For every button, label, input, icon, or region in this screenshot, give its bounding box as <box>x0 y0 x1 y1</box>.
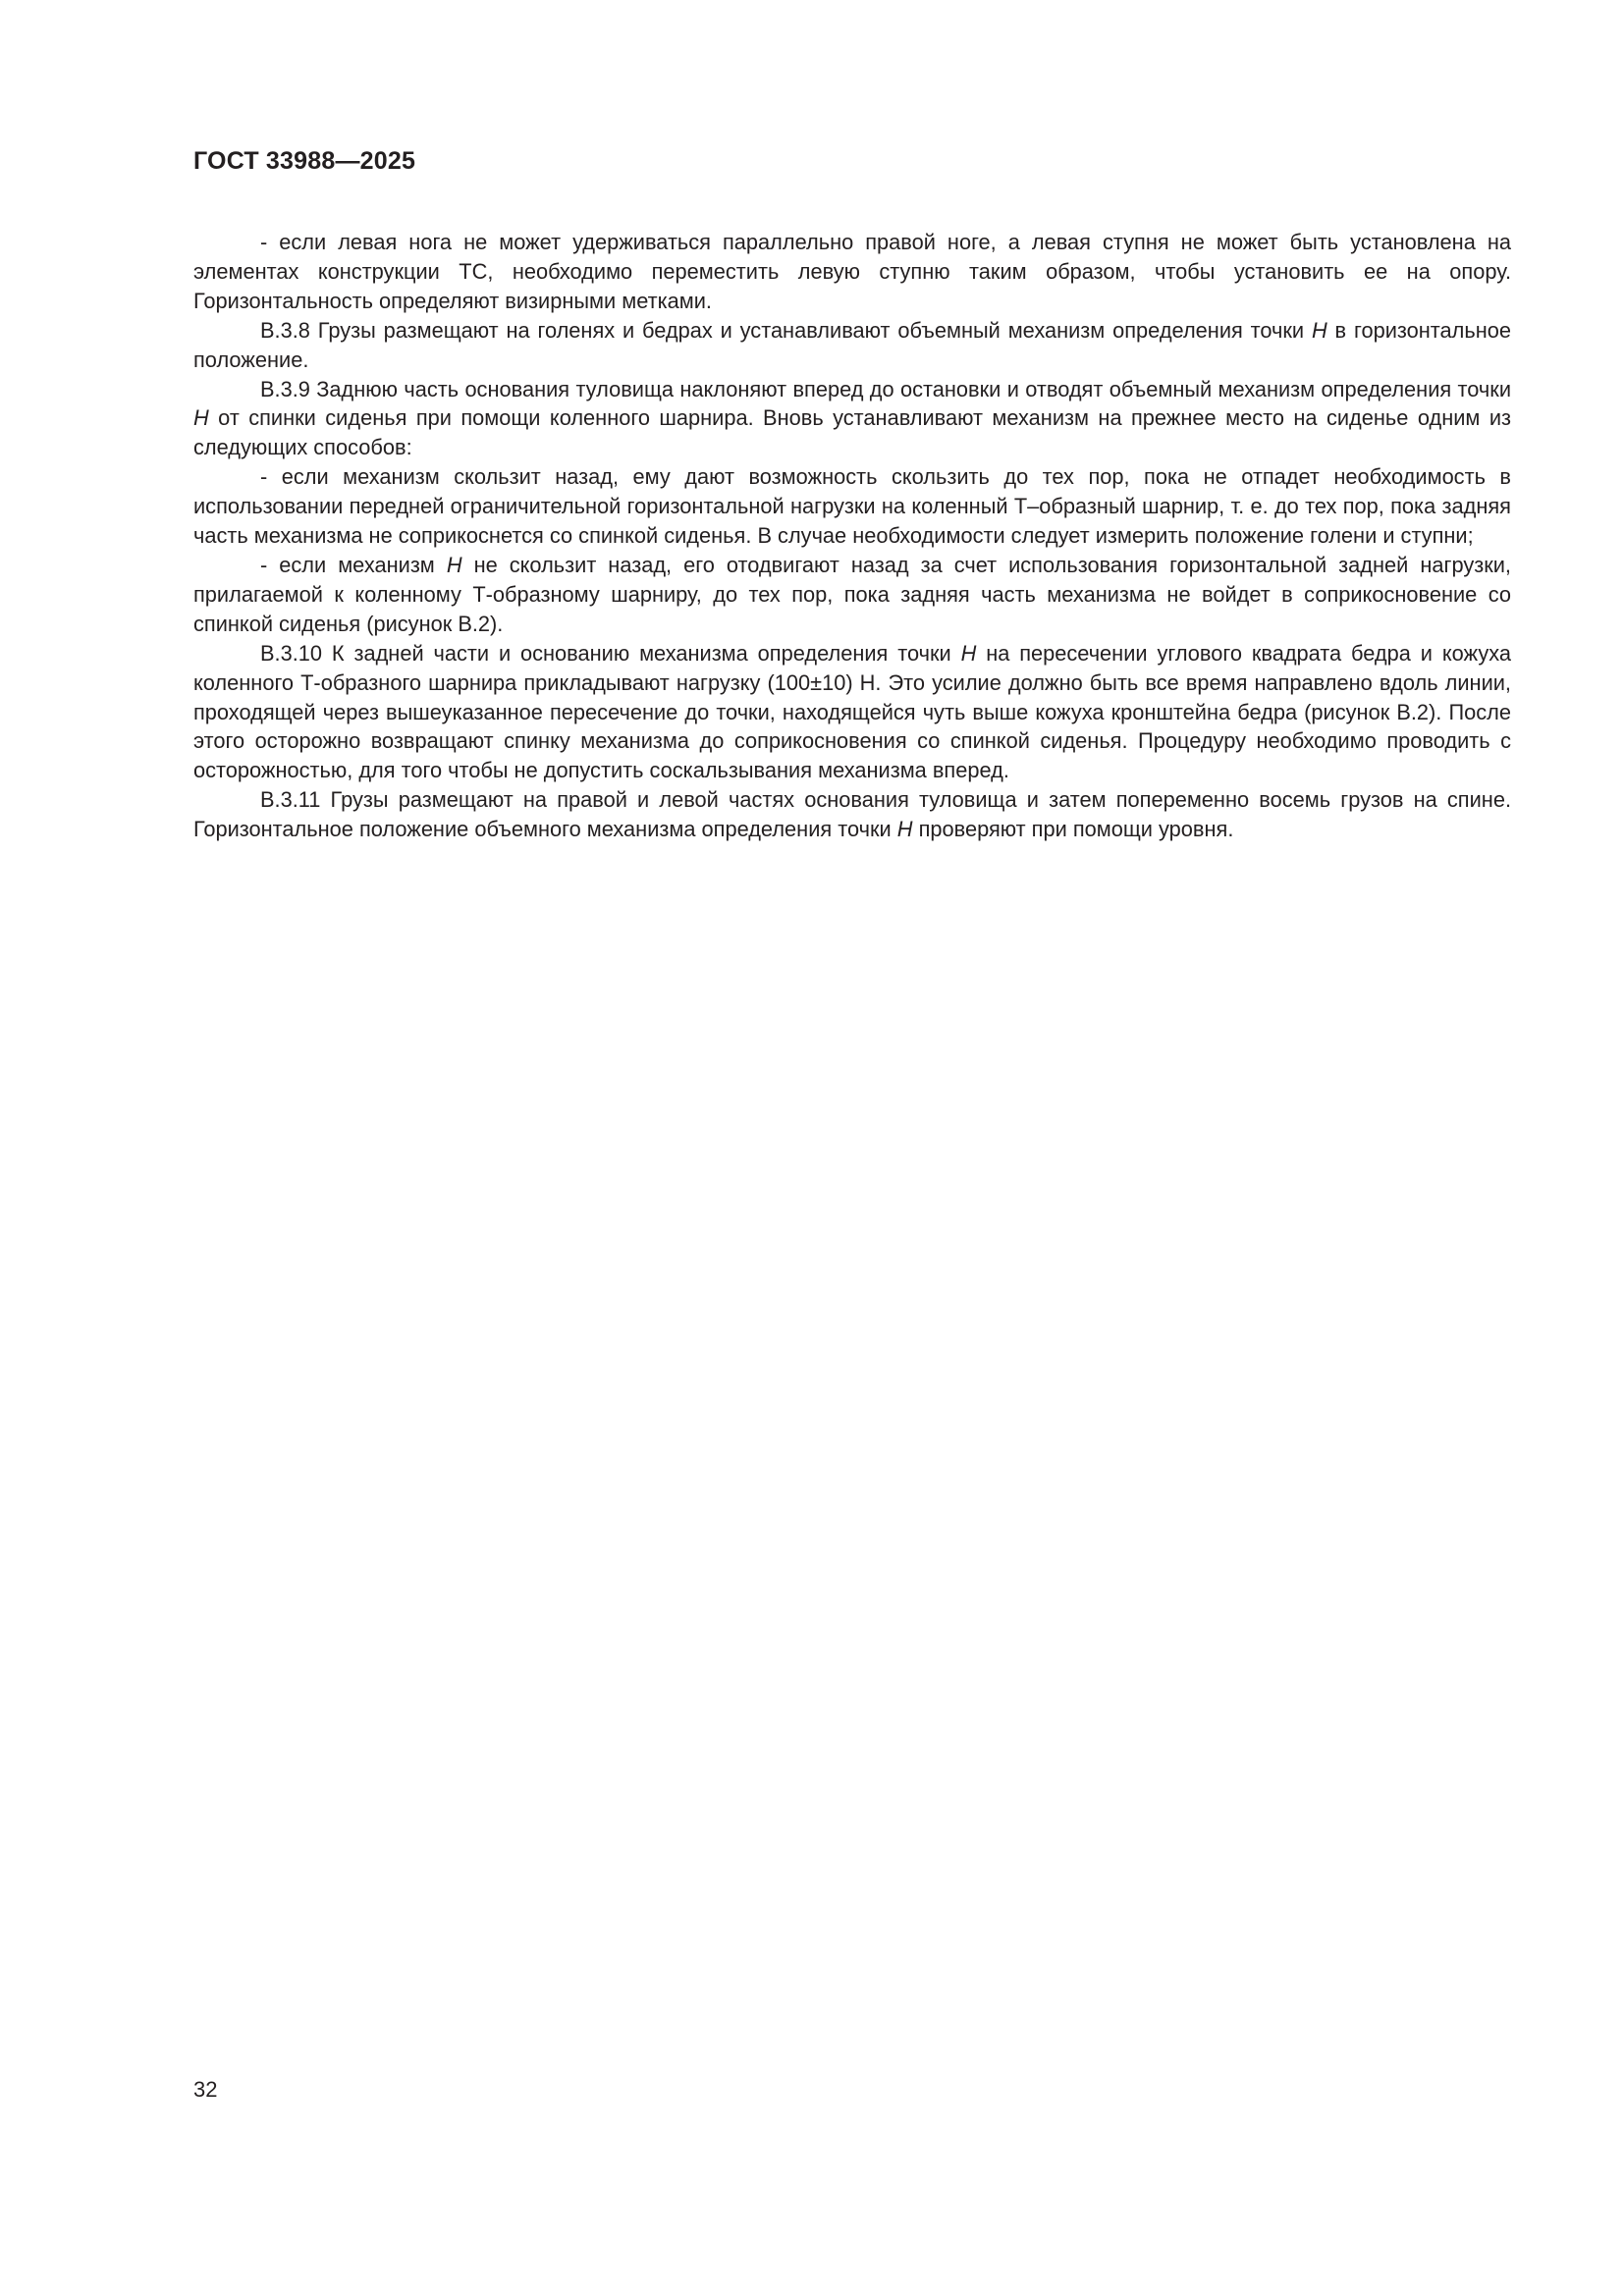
text-run-italic: H <box>446 552 462 577</box>
paragraph <box>193 316 1511 375</box>
paragraph <box>193 551 1511 639</box>
text-run: - если механизм <box>260 552 447 577</box>
text-run: В.3.8 Грузы размещают на голенях и бедрах и устанавливают объемный механизм определения точки <box>260 317 1312 343</box>
page-number: 32 <box>193 2077 218 2102</box>
text-run: на пересечении углового квадрата бедра и кожуха коленного Т-образного шарнира прикладывают нагрузку (100±10) Н. Это усилие должно быть все время направлено вдоль линии, проходящей через вышеуказанное пересечение до точки, находящейся чуть выше кожуха кронштейна бедра (рисунок В.2). После этого осторожно возвращают спинку механизма до соприкосновения со спинкой сиденья. Процедуру необходимо проводить с осторожностью, для того чтобы не допустить соскальзывания механизма вперед. <box>193 640 1511 783</box>
text-run-italic: H <box>960 640 977 666</box>
text-run-italic: H <box>193 405 209 431</box>
text-run: В.3.9 Заднюю часть основания туловища наклоняют вперед до остановки и отводят объемный механизм определения точки <box>260 376 1511 401</box>
text-run: В.3.11 Грузы размещают на правой и левой частях основания туловища и затем попеременно восемь грузов на спине. Горизонтальное положение объемного механизма определения точки <box>193 787 1511 842</box>
text-run: от спинки сиденья при помощи коленного шарнира. Вновь устанавливают механизм на прежнее место на сиденье одним из следующих способов: <box>193 405 1511 460</box>
document-body <box>193 228 1511 844</box>
text-run-italic: H <box>1311 317 1327 343</box>
text-run: В.3.10 К задней части и основанию механизма определения точки <box>260 640 961 666</box>
paragraph <box>193 375 1511 463</box>
paragraph <box>193 462 1511 551</box>
text-run: не скользит назад, его отодвигают назад за счет использования горизонтальной задней нагрузки, прилагаемой к коленному Т-образному шарниру, до тех пор, пока задняя часть механизма не войдет в соприкосновение со спинкой сиденья (рисунок В.2). <box>193 552 1511 636</box>
text-run: - если механизм скользит назад, ему дают возможность скользить до тех пор, пока не отпадет необходимость в использовании передней ограничительной горизонтальной нагрузки на коленный Т–образный шарнир, т. е. до тех пор, пока задняя часть механизма не соприкоснется со спинкой сиденья. В случае необходимости следует измерить положение голени и ступни; <box>193 464 1511 549</box>
text-run: проверяют при помощи уровня. <box>912 817 1234 842</box>
text-run: - если левая нога не может удерживаться параллельно правой ноге, а левая ступня не может быть установлена на элементах конструкции ТС, необходимо переместить левую ступню таким образом, чтобы установить ее на опору. Горизонтальность определяют визирными метками. <box>193 230 1511 313</box>
text-run: в горизонтальное положение. <box>193 317 1511 372</box>
paragraph <box>193 785 1511 844</box>
paragraph <box>193 639 1511 786</box>
paragraph <box>193 228 1511 316</box>
text-run-italic: H <box>896 817 913 842</box>
page-header-standard-id: ГОСТ 33988—2025 <box>193 147 416 175</box>
